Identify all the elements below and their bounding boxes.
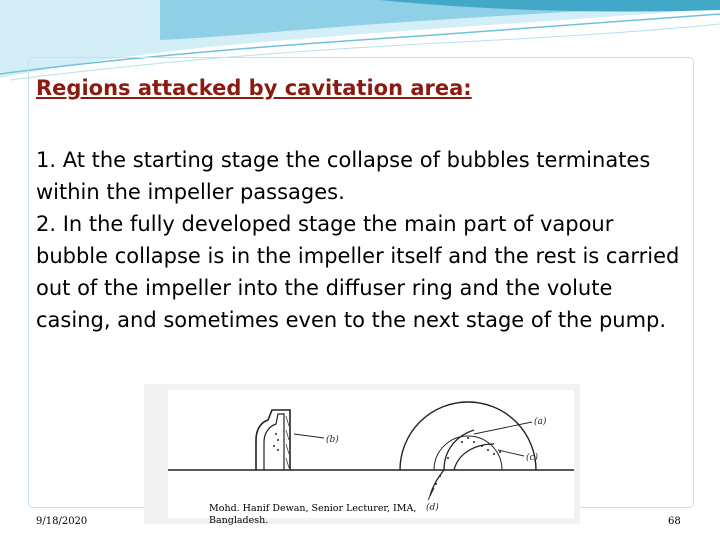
bubble-dot	[435, 483, 437, 485]
footer-page-number: 68	[668, 516, 681, 527]
figure-paper	[168, 390, 574, 518]
paragraph-1: 1. At the starting stage the collapse of bubbles terminates within the impeller passages.	[36, 148, 651, 204]
slide-body	[36, 144, 686, 336]
bubble-dot	[467, 437, 469, 439]
paragraph-2: 2. In the fully developed stage the main part of vapour bubble collapse is in the impeller itself and the rest is carried out of the impeller into the diffuser ring and the volute casing, and sometimes even to the next stage of the pump.	[36, 212, 680, 332]
figure-label-a: (a)	[534, 417, 547, 427]
bubble-dot	[481, 445, 483, 447]
bubble-dot	[461, 441, 463, 443]
bubble-dot	[273, 445, 275, 447]
footer-author-line-1: Mohd. Hanif Dewan, Senior Lecturer, IMA,	[209, 503, 417, 514]
bubble-dot	[473, 441, 475, 443]
figure-label-b: (b)	[326, 435, 339, 445]
bubble-dot	[439, 475, 441, 477]
footer-author-line-2: Bangladesh.	[209, 515, 269, 526]
bubble-dot	[493, 453, 495, 455]
bubble-dot	[447, 457, 449, 459]
slide-title: Regions attacked by cavitation area:	[36, 76, 472, 100]
bubble-dot	[499, 451, 501, 453]
bubble-dot	[275, 433, 277, 435]
bubble-dot	[277, 439, 279, 441]
bubble-dot	[487, 449, 489, 451]
figure-label-d: (d)	[426, 503, 439, 513]
footer-author	[209, 503, 459, 527]
bubble-dot	[277, 449, 279, 451]
figure-label-c: (c)	[526, 453, 539, 463]
footer-date: 9/18/2020	[36, 516, 88, 527]
